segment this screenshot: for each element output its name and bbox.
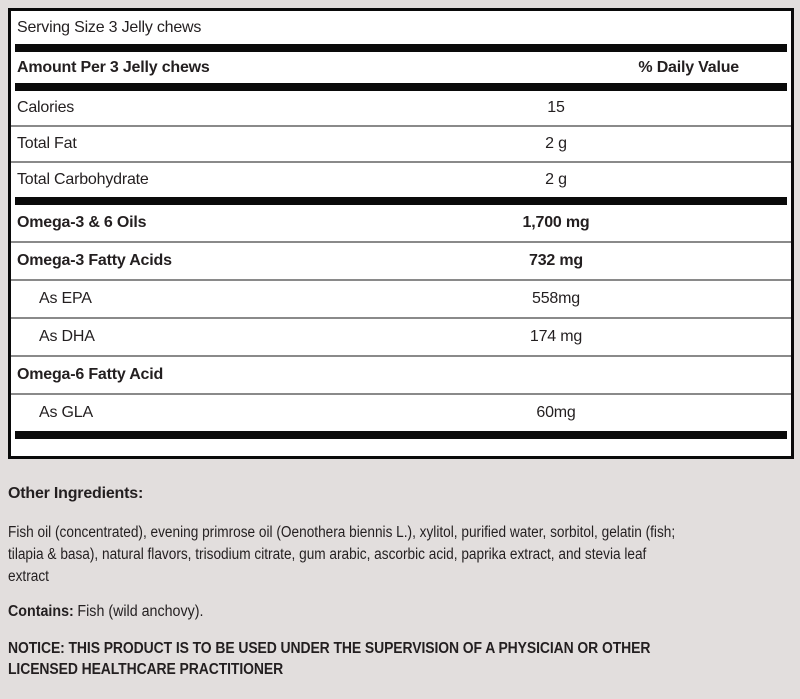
nutrient-name: As DHA <box>39 328 95 345</box>
table-row-total-carbohydrate <box>11 161 791 197</box>
amount-per-header: Amount Per 3 Jelly chews <box>17 58 210 76</box>
nutrient-name: Total Fat <box>17 135 77 152</box>
column-header-row <box>11 52 791 83</box>
nutrient-name: Omega-3 & 6 Oils <box>17 214 147 231</box>
serving-size-text: Serving Size 3 Jelly chews <box>17 18 202 36</box>
table-row-omega-3-6-oils <box>11 205 791 241</box>
nutrient-amount: 15 <box>547 99 565 116</box>
nutrient-amount: 60mg <box>536 404 576 421</box>
nutrient-name: Calories <box>17 99 75 116</box>
nutrient-name: As GLA <box>39 404 93 421</box>
other-ingredients-section <box>0 459 800 680</box>
notice-line: NOTICE: THIS PRODUCT IS TO BE USED UNDER THE SUPERVISION OF A PHYSICIAN OR OTHER <box>8 640 651 657</box>
nutrient-name: Omega-6 Fatty Acid <box>17 366 164 383</box>
panel-footer-gap <box>11 439 791 456</box>
omega-rows-group <box>11 205 791 431</box>
nutrient-name: Omega-3 Fatty Acids <box>17 252 172 269</box>
ingredients-paragraph <box>8 522 792 588</box>
nutrient-amount: 2 g <box>545 135 567 152</box>
ingredients-line: tilapia & basa), natural flavors, trisodium citrate, gum arabic, ascorbic acid, paprika extract, and stevia leaf <box>8 546 647 563</box>
notice-line: LICENSED HEALTHCARE PRACTITIONER <box>8 661 284 678</box>
nutrient-amount: 1,700 mg <box>522 214 590 231</box>
thick-divider <box>15 83 787 91</box>
table-row-epa <box>11 279 791 317</box>
ingredients-line: extract <box>8 568 49 585</box>
other-ingredients-heading: Other Ingredients: <box>8 485 144 502</box>
ingredients-line: Fish oil (concentrated), evening primrose oil (Oenothera biennis L.), xylitol, purified water, sorbitol, gelatin (fish; <box>8 524 676 541</box>
nutrient-amount: 558mg <box>532 290 580 307</box>
macro-rows-group <box>11 91 791 197</box>
nutrient-name: As EPA <box>39 290 92 307</box>
table-row-calories <box>11 91 791 125</box>
thick-divider <box>15 197 787 205</box>
contains-text: Fish (wild anchovy). <box>77 603 204 620</box>
supplement-facts-panel <box>8 8 794 459</box>
nutrient-amount: 174 mg <box>529 328 583 345</box>
serving-size-row <box>11 11 791 44</box>
table-row-total-fat <box>11 125 791 161</box>
contains-label: Contains: <box>8 603 74 620</box>
nutrient-amount: 2 g <box>545 171 567 188</box>
nutrient-name: Total Carbohydrate <box>17 171 149 188</box>
thick-divider <box>15 431 787 439</box>
table-row-gla <box>11 393 791 431</box>
table-row-dha <box>11 317 791 355</box>
daily-value-header: % Daily Value <box>638 58 739 76</box>
table-row-omega-6-fatty-acid <box>11 355 791 393</box>
physician-notice <box>8 638 792 680</box>
table-row-omega-3-fatty-acids <box>11 241 791 279</box>
thick-divider <box>15 44 787 52</box>
allergen-statement <box>8 603 729 621</box>
nutrient-amount: 732 mg <box>529 252 583 269</box>
